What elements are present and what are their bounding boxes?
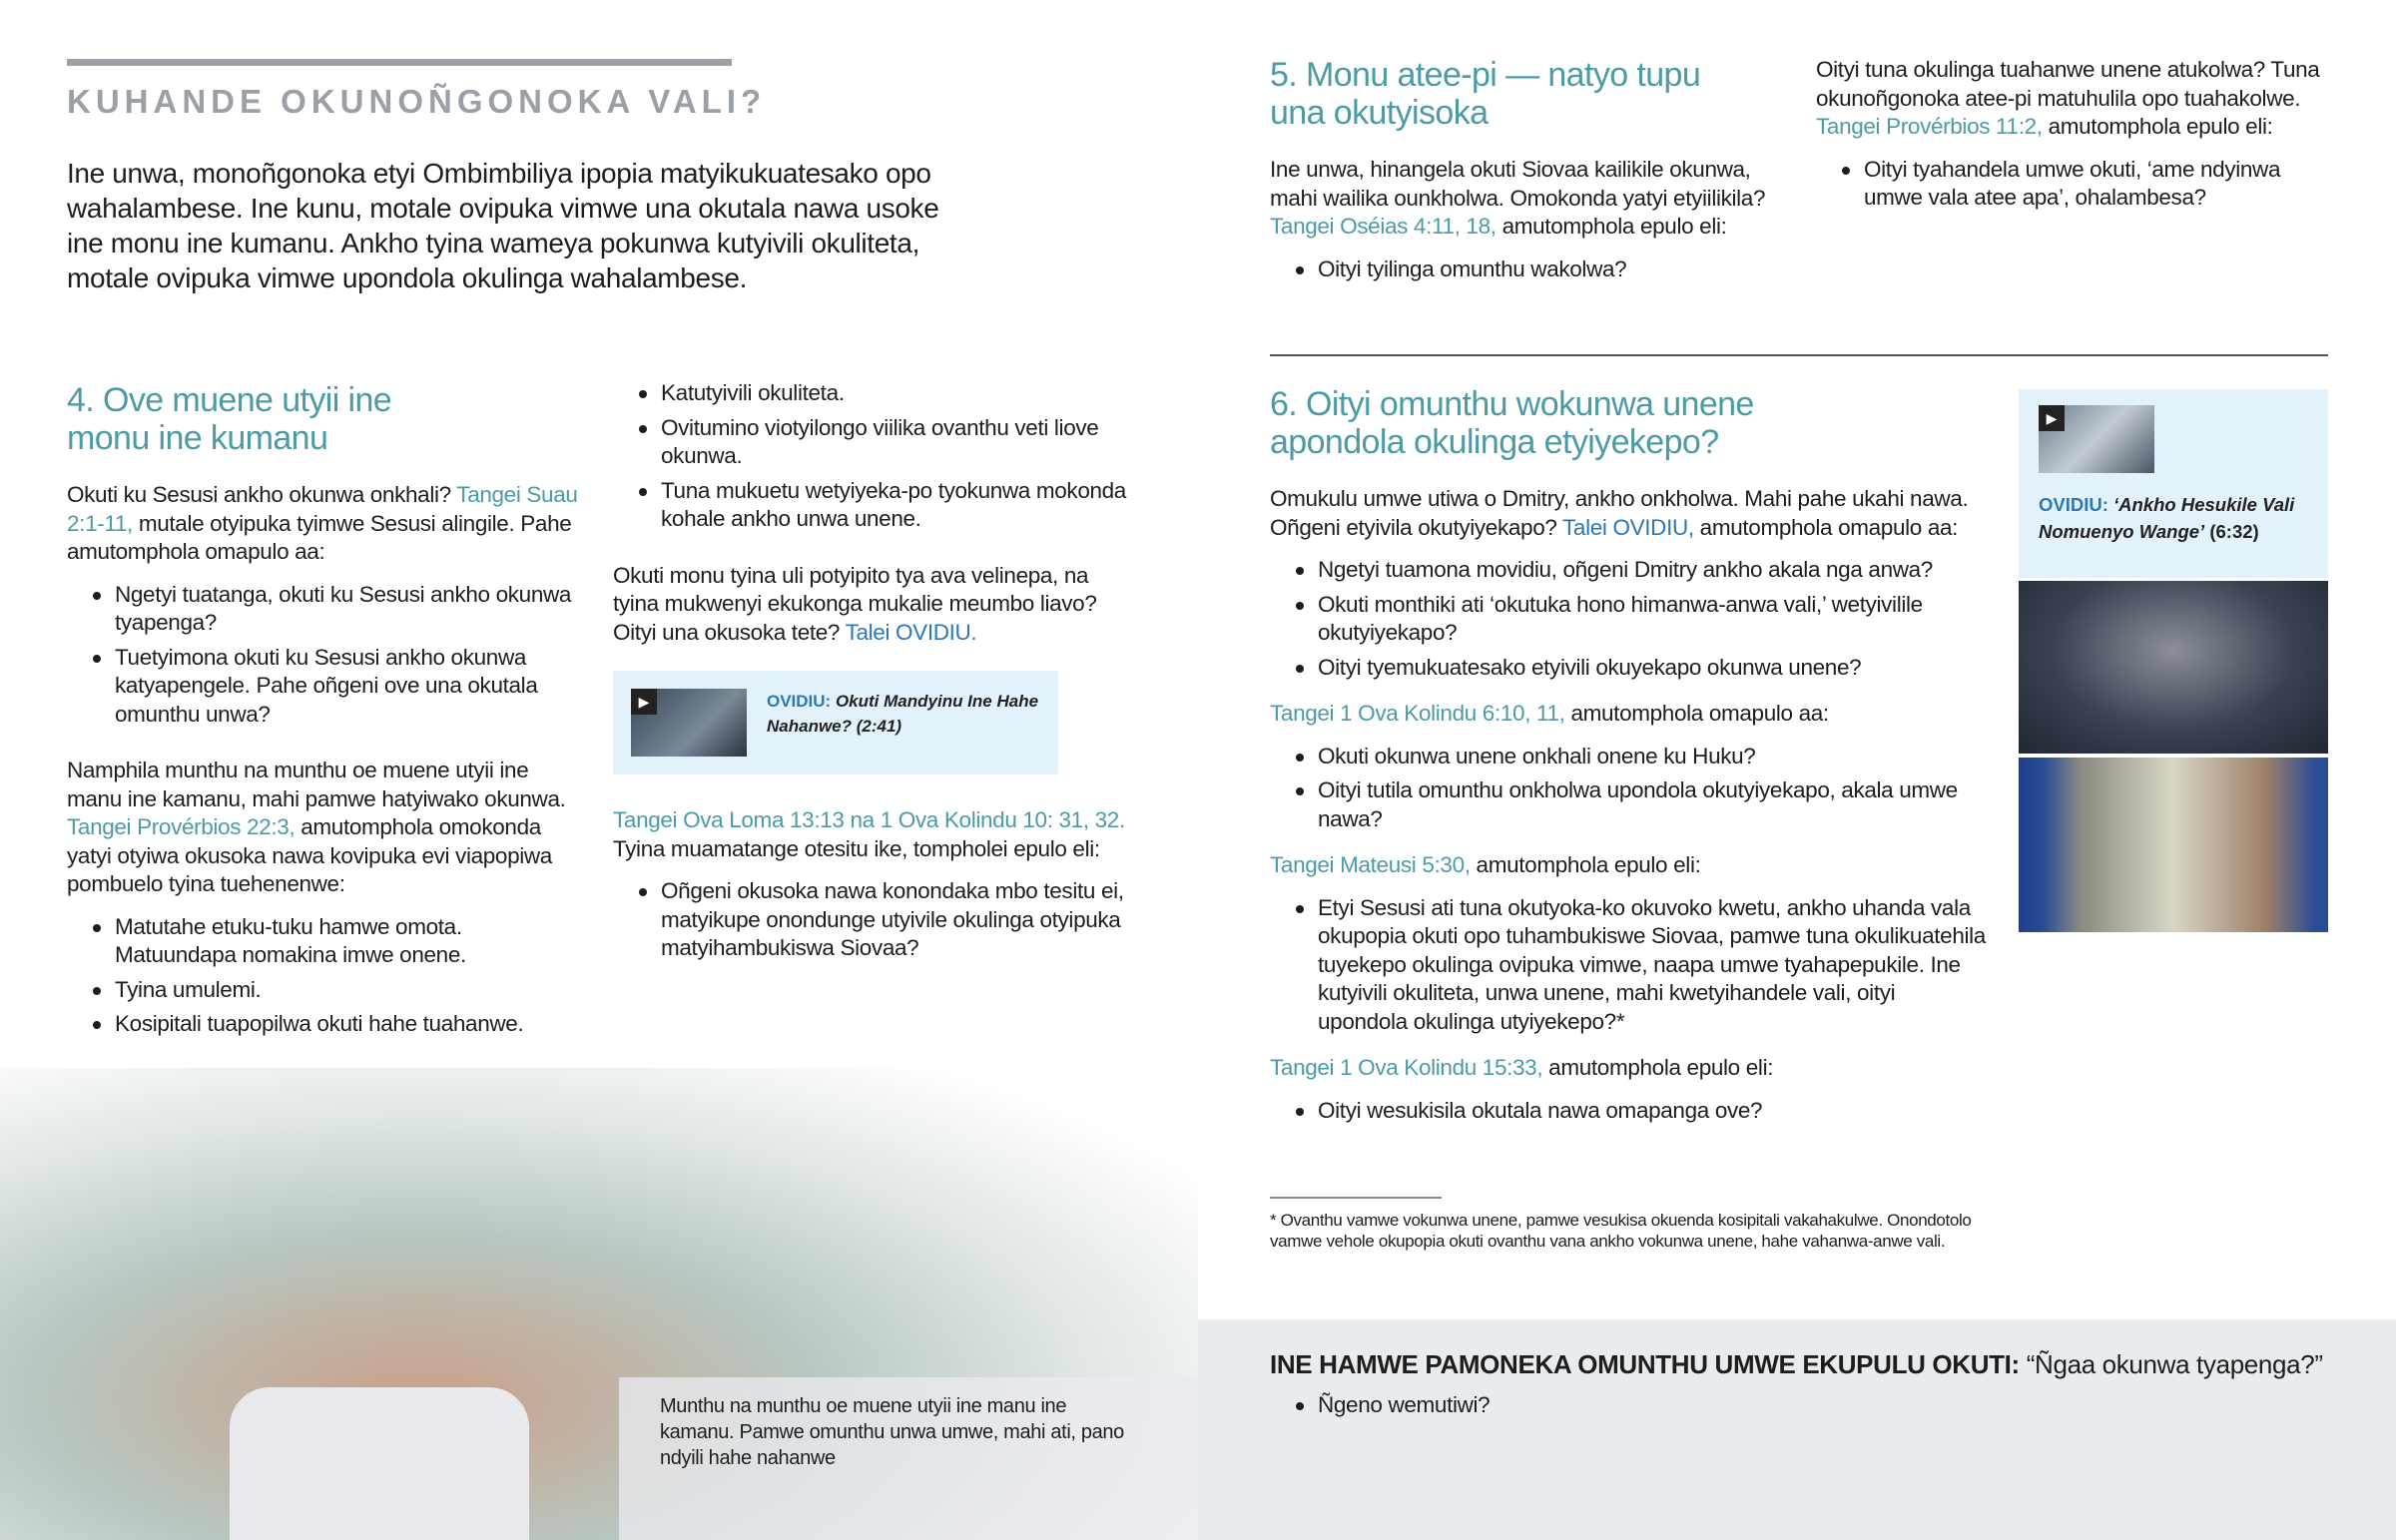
video-card-sidebar[interactable]: [2019, 389, 2328, 578]
section-5-col2: [1816, 56, 2325, 219]
s5-bullets-2: [1816, 156, 2325, 213]
s4-bullets-1: [67, 581, 586, 730]
s4-paragraph-1: Okuti ku Sesusi ankho okunwa onkhali? Tangei Suau 2:1-11, mutale otyipuka tyimwe Sesusi alingile. Pahe amutomphola omapulo aa:: [67, 482, 578, 564]
kicker-rule: [67, 59, 732, 66]
list-item: Ñgeno wemutiwi?: [1270, 1391, 2324, 1420]
section-5-col1: [1270, 56, 1779, 289]
list-item: Okuti monthiki ati ‘okutuka hono himanwa-anwa vali,’ wetyivilile okutyiyekapo?: [1270, 591, 1989, 648]
video-thumbnail[interactable]: [631, 689, 747, 757]
list-item: Etyi Sesusi ati tuna okutyoka-ko okuvoko kwetu, ankho uhanda vala okupopia okuti opo tuhambukiswe Siovaa, pamwe tuna okulikuatehila tuyekepo okulinga ovipuka vimwe, naapa umwe tyahapepukile. Ine kutyivili okuliteta, unwa unene, mahi kwetyihandele vali, oityi upondola okulinga utyiyekepo?*: [1270, 894, 1989, 1037]
section-divider: [1270, 354, 2328, 356]
section-5-title: 5. Monu atee-pi — natyo tupu una okutyisoka: [1270, 56, 1701, 132]
list-item: Tyina umulemi.: [67, 976, 586, 1005]
s5-paragraph-2: Oityi tuna okulinga tuahanwe unene atukolwa? Tuna okunoñgonoka atee-pi matuhulila opo tuahakolwe. Tangei Provérbios 11:2, amutomphola epulo eli:: [1816, 57, 2320, 139]
list-item: Katutyivili okuliteta.: [613, 379, 1132, 408]
s6-bullets-1: [1270, 556, 1989, 682]
s5-paragraph-1: Ine unwa, hinangela okuti Siovaa kailikile okunwa, mahi wailika ounkholwa. Omokonda yatyi etyiilikila? Tangei Oséias 4:11, 18, amutomphola epulo eli:: [1270, 157, 1766, 239]
s6-paragraph-4: Tangei 1 Ova Kolindu 15:33, amutomphola epulo eli:: [1270, 1055, 1774, 1080]
scripture-link[interactable]: Tangei Provérbios 22:3,: [67, 814, 296, 839]
s6-paragraph-2: Tangei 1 Ova Kolindu 6:10, 11, amutomphola omapulo aa:: [1270, 701, 1829, 726]
section-4-col1: [67, 381, 586, 1045]
section-6: [1270, 385, 1989, 1131]
list-item: Matutahe etuku-tuku hamwe omota. Matuundapa nomakina imwe onene.: [67, 913, 586, 970]
scripture-link[interactable]: Tangei 1 Ova Kolindu 15:33,: [1270, 1055, 1543, 1080]
video-link[interactable]: Talei OVIDIU,: [1562, 514, 1694, 540]
kicker-heading: KUHANDE OKUNOÑGONOKA VALI?: [67, 83, 767, 120]
video-caption: OVIDIU: ‘Ankho Hesukile Vali Nomuenyo Wange’ (6:32): [2039, 494, 2295, 542]
scripture-link[interactable]: Tangei Mateusi 5:30,: [1270, 852, 1471, 877]
bottom-band: [1198, 1319, 2396, 1540]
play-icon[interactable]: ▶: [2039, 405, 2065, 431]
list-item: Tuetyimona okuti ku Sesusi ankho okunwa katyapengele. Pahe oñgeni ove una okutala omunthu unwa?: [67, 644, 586, 730]
s4-paragraph-2: Namphila munthu na munthu oe muene utyii ine manu ine kamanu, mahi pamwe hatyiwako okunwa. Tangei Provérbios 22:3, amutomphola omokonda yatyi otyiwa okusoka nawa kovipuka evi viapopiwa pombuelo tyina tuehenenwe:: [67, 758, 566, 896]
list-item: Okuti okunwa unene onkhali onene ku Huku?: [1270, 743, 1989, 771]
list-item: Tuna mukuetu wetyiyeka-po tyokunwa mokonda kohale ankho unwa unene.: [613, 477, 1132, 534]
photo-dmitry-sad: [2019, 581, 2328, 754]
photo-family-bible-study: [2019, 758, 2328, 932]
list-item: Oityi tutila omunthu onkholwa upondola okutyiyekapo, akala umwe nawa?: [1270, 776, 1989, 833]
list-item: Oñgeni okusoka nawa konondaka mbo tesitu ei, matyikupe onondunge utyivile okulinga otyipuka matyihambukiswa Siovaa?: [613, 877, 1132, 963]
scripture-link[interactable]: Tangei Oséias 4:11, 18,: [1270, 214, 1497, 239]
list-item: Ovitumino viotyilongo viilika ovanthu veti liove okunwa.: [613, 414, 1132, 471]
s4-paragraph-4: Tangei Ova Loma 13:13 na 1 Ova Kolindu 10: 31, 32. Tyina muamatange otesitu ike, tompholei epulo eli:: [613, 807, 1125, 861]
list-item: Oityi wesukisila okutala nawa omapanga ove?: [1270, 1097, 1989, 1126]
footnote-rule: [1270, 1197, 1442, 1199]
scripture-link[interactable]: Tangei Suau 2:1-11,: [67, 482, 578, 536]
s6-paragraph-3: Tangei Mateusi 5:30, amutomphola epulo eli:: [1270, 852, 1701, 877]
s5-bullets-1: [1270, 256, 1779, 284]
s6-paragraph-1: Omukulu umwe utiwa o Dmitry, ankho onkholwa. Mahi pahe ukahi nawa. Oñgeni etyivila okutyiyekapo? Talei OVIDIU, amutomphola omapulo aa:: [1270, 486, 1969, 540]
scripture-link[interactable]: Tangei Ova Loma 13:13 na 1 Ova Kolindu 10: 31, 32.: [613, 807, 1125, 832]
list-item: Oityi tyahandela umwe okuti, ‘ame ndyinwa umwe vala atee apa’, ohalambesa?: [1816, 156, 2325, 213]
illustration-caption: Munthu na munthu oe muene utyii ine manu ine kamanu. Pamwe omunthu unwa umwe, mahi ati, pano ndyili hahe nahanwe: [660, 1395, 1124, 1469]
play-icon[interactable]: ▶: [631, 689, 657, 715]
scripture-link[interactable]: Tangei Provérbios 11:2,: [1816, 114, 2043, 139]
video-link[interactable]: Talei OVIDIU.: [845, 619, 977, 645]
bottom-bullets: [1270, 1391, 2324, 1420]
section-4-col2: [613, 379, 1132, 969]
s6-bullets-4: [1270, 1097, 1989, 1126]
footnote: * Ovanthu vamwe vokunwa unene, pamwe vesukisa okuenda kosipitali vakahakulwe. Onondotolo vamwe vehole okupopia okuti ovanthu vana ankho vokunwa unene, hahe vahanwa-anwe vali.: [1270, 1211, 1972, 1251]
video-thumbnail[interactable]: [2039, 405, 2154, 473]
list-item: Ngetyi tuatanga, okuti ku Sesusi ankho okunwa tyapenga?: [67, 581, 586, 638]
section-4-title: 4. Ove muene utyii ine monu ine kumanu: [67, 381, 392, 457]
s6-bullets-3: [1270, 894, 1989, 1037]
video-card[interactable]: [613, 671, 1058, 774]
list-item: Oityi tyemukuatesako etyivili okuyekapo okunwa unene?: [1270, 654, 1989, 683]
s4-bullets-4: [613, 877, 1132, 963]
restaurant-illustration: [0, 1068, 1198, 1540]
intro-paragraph: Ine unwa, monoñgonoka etyi Ombimbiliya ipopia matyikukuatesako opo wahalambese. Ine kunu, motale ovipuka vimwe una okutala nawa usoke ine monu ine kumanu. Ankho tyina wameya pokunwa kutyivili okuliteta, motale ovipuka vimwe upondola okulinga wahalambese.: [67, 158, 939, 293]
s4-bullets-2: [67, 913, 586, 1039]
video-caption: OVIDIU: Okuti Mandyinu Ine Hahe Nahanwe? (2:41): [767, 692, 1039, 736]
table-cloth: [230, 1387, 529, 1540]
scripture-link[interactable]: Tangei 1 Ova Kolindu 6:10, 11,: [1270, 701, 1565, 726]
s4-paragraph-3: Okuti monu tyina uli potyipito tya ava velinepa, na tyina mukwenyi ekukonga mukalie meumbo liavo? Oityi una okusoka tete? Talei OVIDIU.: [613, 562, 1097, 645]
s4-bullets-3: [613, 379, 1132, 534]
s6-bullets-2: [1270, 743, 1989, 834]
bottom-question: INE HAMWE PAMONEKA OMUNTHU UMWE EKUPULU OKUTI: “Ñgaa okunwa tyapenga?”: [1270, 1349, 2323, 1379]
list-item: Ngetyi tuamona movidiu, oñgeni Dmitry ankho akala nga anwa?: [1270, 556, 1989, 585]
list-item: Kosipitali tuapopilwa okuti hahe tuahanwe.: [67, 1010, 586, 1039]
list-item: Oityi tyilinga omunthu wakolwa?: [1270, 256, 1779, 284]
section-6-title: 6. Oityi omunthu wokunwa unene apondola okulinga etyiyekepo?: [1270, 385, 1754, 461]
